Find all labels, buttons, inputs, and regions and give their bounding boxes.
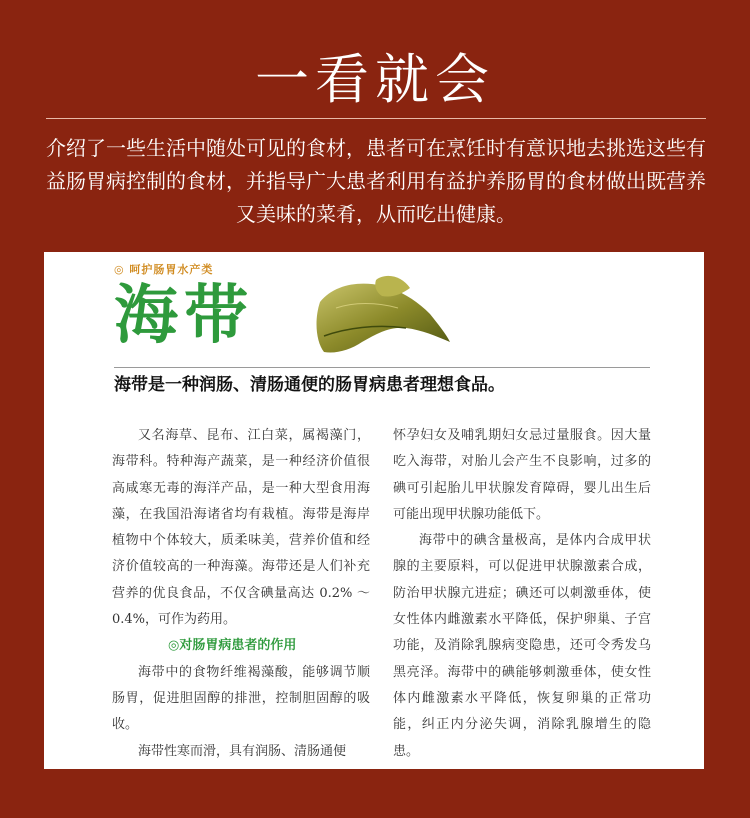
text-column-left <box>112 423 370 765</box>
section-heading: ◎对肠胃病患者的作用 <box>168 638 297 654</box>
paragraph: 怀孕妇女及哺乳期妇女忌过量服食。因大量吃入海带，对胎儿会产生不良影响，过多的碘可引起胎儿甲状腺发育障碍，婴儿出生后可能出现甲状腺功能低下。 <box>393 428 651 522</box>
paragraph: 海带性寒而滑，具有润肠、清肠通便 <box>138 743 347 759</box>
paragraph: 海带中的食物纤维褐藻酸，能够调节顺肠胃，促进胆固醇的排泄，控制胆固醇的吸收。 <box>112 664 370 733</box>
kelp-image <box>306 272 452 360</box>
text-column-right <box>393 423 651 765</box>
article-divider <box>114 367 650 368</box>
paragraph: 又名海草、昆布、江白菜，属褐藻门，海带科。特种海产蔬菜，是一种经济价值很高咸寒无毒的海洋产品，是一种大型食用海藻，在我国沿海诸省均有栽植。海带是海岸植物中个体较大，质柔味美，营养价值和经济价值较高的一种海藻。海带还是人们补充营养的优良食品，不仅含碘量高达 0.2% ～ 0.4%，可作为药用。 <box>112 428 370 628</box>
article-subtitle: 海带是一种润肠、清肠通便的肠胃病患者理想食品。 <box>114 375 505 395</box>
paragraph: 海带中的碘含量极高，是体内合成甲状腺的主要原料，可以促进甲状腺激素合成，防治甲状腺亢进症；碘还可以刺激垂体，使女性体内雌激素水平降低，保护卵巢、子宫功能，及消除乳腺病变隐患，还可令秀发乌黑亮泽。海带中的碘能够刺激垂体，使女性体内雌激素水平降低，恢复卵巢的正常功能，纠正内分泌失调，消除乳腺增生的隐患。 <box>393 533 651 759</box>
article-title: 海带 <box>114 278 254 353</box>
header-title: 一看就会 <box>255 48 495 111</box>
intro-text: 介绍了一些生活中随处可见的食材，患者可在烹饪时有意识地去挑选这些有益肠胃病控制的食材，并指导广大患者利用有益护养肠胃的食材做出既营养又美味的菜肴，从而吃出健康。 <box>46 136 706 226</box>
category-label: ◎ 呵护肠胃水产类 <box>114 263 214 276</box>
article-card <box>44 252 704 769</box>
header-divider <box>46 118 706 119</box>
